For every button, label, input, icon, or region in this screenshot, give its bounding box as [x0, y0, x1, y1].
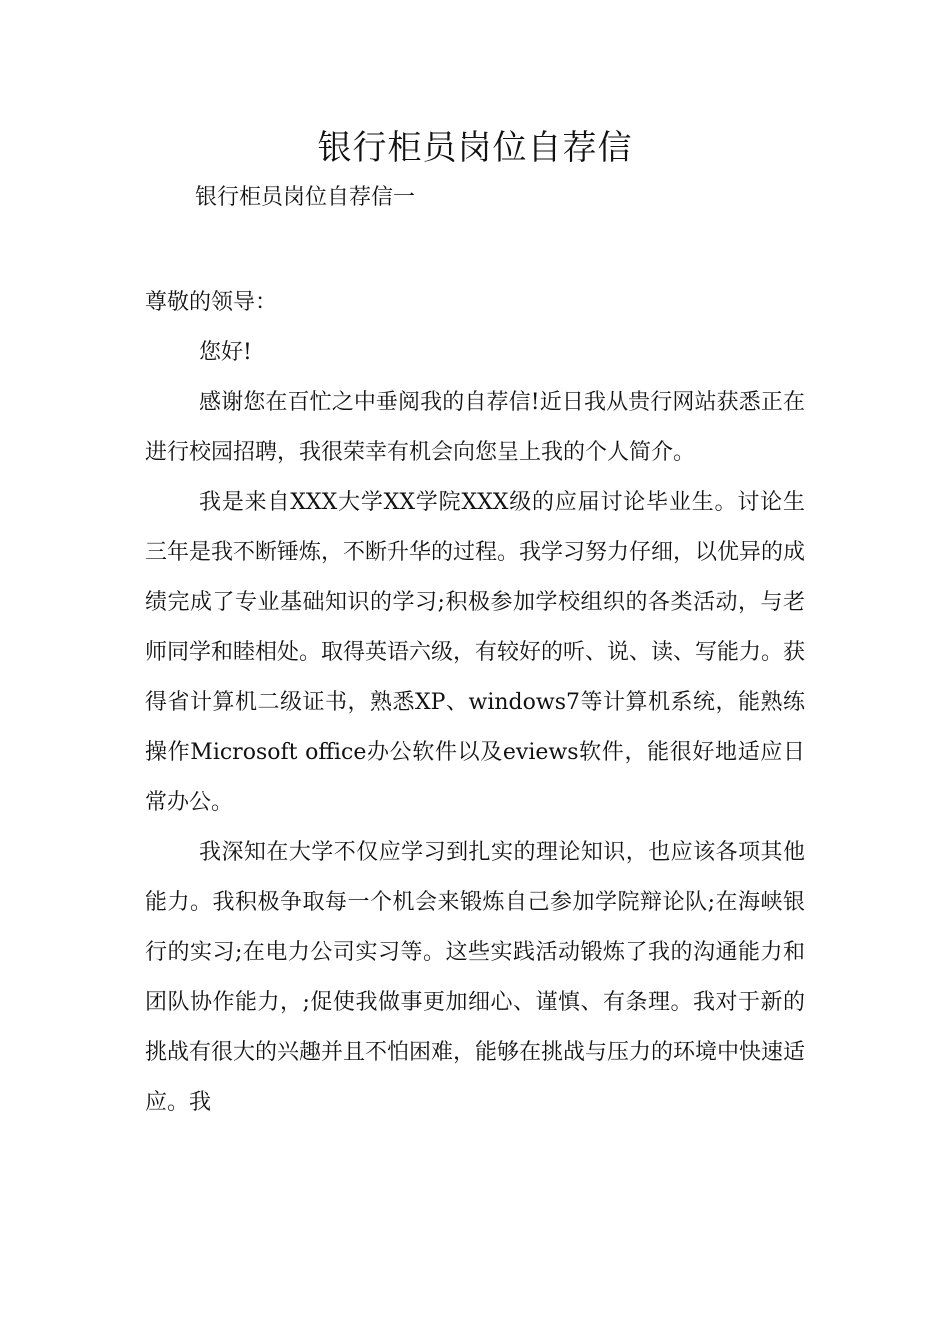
paragraph-3: 我深知在大学不仅应学习到扎实的理论知识，也应该各项其他能力。我积极争取每一个机会来锻炼自己参加学院辩论队;在海峡银行的实习;在电力公司实习等。这些实践活动锻炼了我的沟通能力和团队协作能力，;促使我做事更加细心、谨慎、有条理。我对于新的挑战有很大的兴趣并且不怕困难，能够在挑战与压力的环境中快速适应。我 — [145, 840, 806, 1115]
greeting: 您好! — [199, 340, 252, 365]
paragraph-1: 感谢您在百忙之中垂阅我的自荐信!近日我从贵行网站获悉正在进行校园招聘，我很荣幸有机会向您呈上我的个人简介。 — [145, 390, 805, 465]
paragraph-2: 我是来自XXX大学XX学院XXX级的应届讨论毕业生。讨论生三年是我不断锤炼，不断升华的过程。我学习努力仔细，以优异的成绩完成了专业基础知识的学习;积极参加学校组织的各类活动，与老师同学和睦相处。取得英语六级，有较好的听、说、读、写能力。获得省计算机二级证书，熟悉XP、windows7等计算机系统，能熟练操作Microsoft office办公软件以及eviews软件，能很好地适应日常办公。 — [145, 490, 806, 815]
salutation: 尊敬的领导： — [145, 290, 278, 315]
document-title: 银行柜员岗位自荐信 — [317, 128, 633, 168]
document-subtitle: 银行柜员岗位自荐信一 — [195, 185, 416, 210]
letter-body — [145, 278, 805, 1128]
